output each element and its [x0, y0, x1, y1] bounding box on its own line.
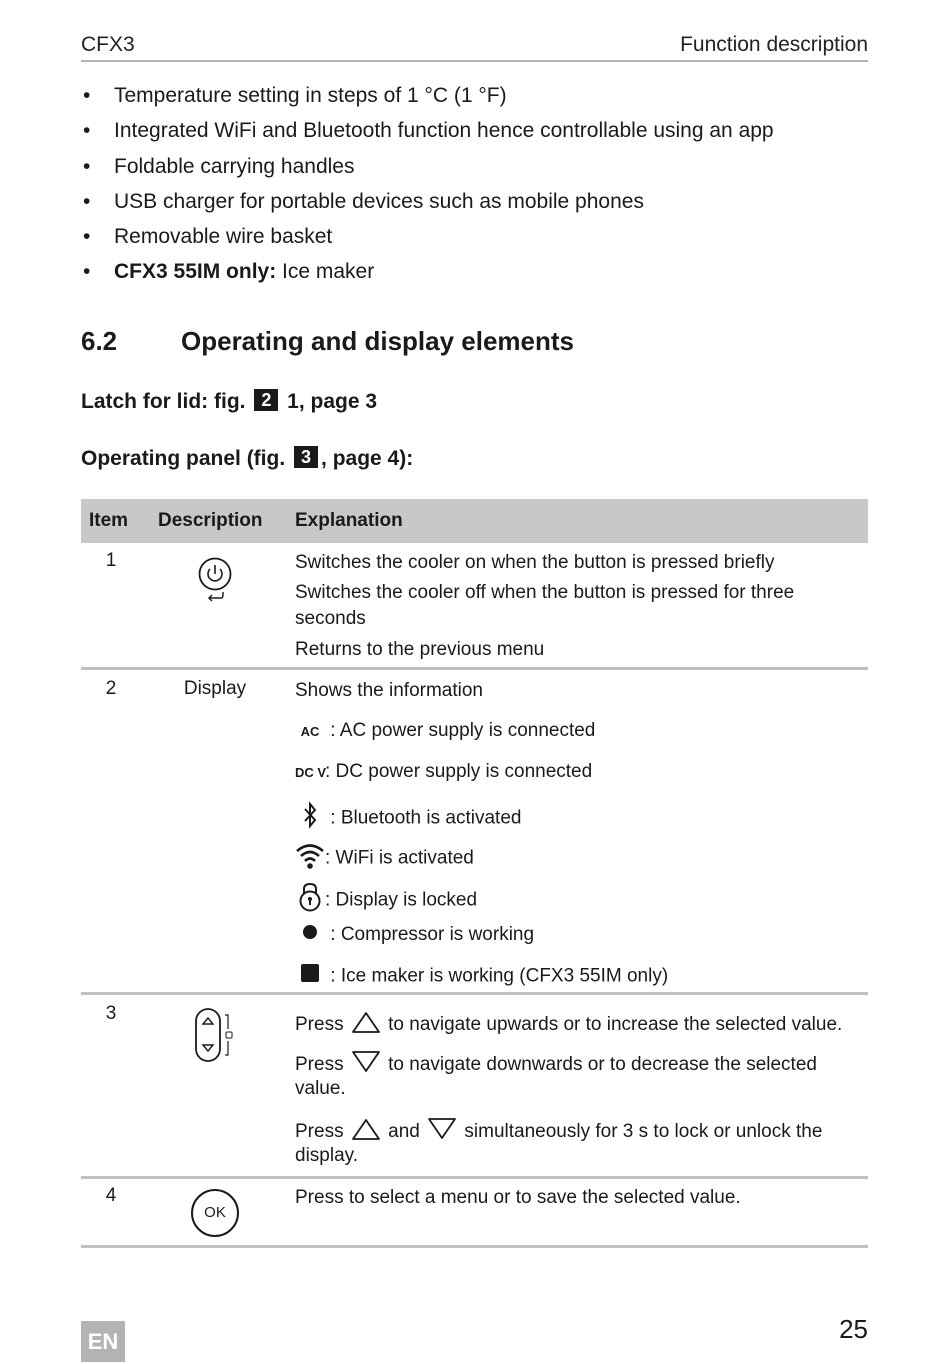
- language-badge: EN: [81, 1321, 125, 1362]
- table-row: 3 Press to navigate upwards or to increase the selected value. Press to navigate downwards or to decrease the selected value. Press and simultaneously for 3 s to lock or unlock the display.: [81, 995, 868, 1179]
- symbol-line: : Compressor is working: [295, 922, 534, 947]
- table-row: 2 Display Shows the information AC : AC power supply is connected DC V: DC power supply is connected : Bluetooth is activated : WiFi is activated : Display is locked : Compressor is working : Ice maker is working (CFX3 55IM only): [81, 670, 868, 995]
- wifi-icon: [295, 841, 325, 876]
- row-description: Display: [183, 678, 247, 699]
- elements-table: [81, 499, 868, 1248]
- ac-icon: AC: [300, 724, 320, 739]
- panel-reference: Operating panel (fig. 3 , page 4):: [81, 447, 414, 470]
- page-number: 25: [839, 1314, 868, 1344]
- symbol-line: : Display is locked: [295, 882, 477, 919]
- header-chapter: Function description: [680, 33, 868, 56]
- up-triangle-icon: [351, 1010, 381, 1041]
- list-item: • Integrated WiFi and Bluetooth function hence controllable using an app: [83, 119, 774, 143]
- feature-list: [81, 78, 868, 290]
- latch-reference: Latch for lid: fig. 2 1, page 3: [81, 390, 378, 413]
- section-number: 6.2: [81, 326, 118, 356]
- list-item: • CFX3 55IM only: Ice maker: [83, 260, 375, 284]
- header-model: CFX3: [81, 33, 135, 56]
- dcv-icon: DC V: [295, 765, 327, 780]
- section-heading: [81, 326, 574, 357]
- lock-icon: [295, 882, 325, 919]
- list-item: • USB charger for portable devices such as mobile phones: [83, 189, 644, 213]
- table-row: 1 Switches the cooler on when the button is pressed briefly Switches the cooler off when the button is pressed for three seconds Returns to the previous menu: [81, 543, 868, 670]
- down-triangle-icon: [351, 1050, 381, 1081]
- up-down-lock-button-icon: [151, 1007, 279, 1069]
- down-triangle-icon: [427, 1117, 457, 1148]
- ice-maker-square-icon: [295, 963, 325, 990]
- header-item: Item: [89, 510, 129, 531]
- list-item: • Removable wire basket: [83, 225, 333, 249]
- compressor-dot-icon: [295, 922, 325, 947]
- row-item-number: 1: [105, 550, 117, 571]
- header-explanation: Explanation: [295, 510, 403, 531]
- symbol-line: : WiFi is activated: [295, 841, 474, 876]
- row-item-number: 3: [105, 1003, 117, 1024]
- figure-number-badge: 3: [294, 446, 318, 468]
- row-item-number: 4: [105, 1185, 117, 1206]
- row-item-number: 2: [105, 678, 117, 699]
- symbol-line: : Ice maker is working (CFX3 55IM only): [295, 963, 668, 990]
- symbol-line: : Bluetooth is activated: [295, 800, 521, 837]
- power-return-button-icon: [151, 555, 279, 611]
- ok-button-icon: OK: [151, 1189, 279, 1237]
- table-header: [81, 499, 868, 543]
- list-item: • Foldable carrying handles: [83, 154, 355, 178]
- symbol-line: DC V: DC power supply is connected: [295, 759, 592, 785]
- header-description: Description: [158, 510, 263, 531]
- figure-number-badge: 2: [254, 389, 278, 411]
- list-item: • Temperature setting in steps of 1 °C (1 °F): [83, 84, 507, 107]
- section-title: Operating and display elements: [181, 326, 574, 356]
- symbol-line: AC : AC power supply is connected: [295, 718, 595, 744]
- table-row: 4 OK Press to select a menu or to save the selected value.: [81, 1179, 868, 1248]
- bluetooth-icon: [295, 800, 325, 837]
- page-header: [81, 30, 868, 62]
